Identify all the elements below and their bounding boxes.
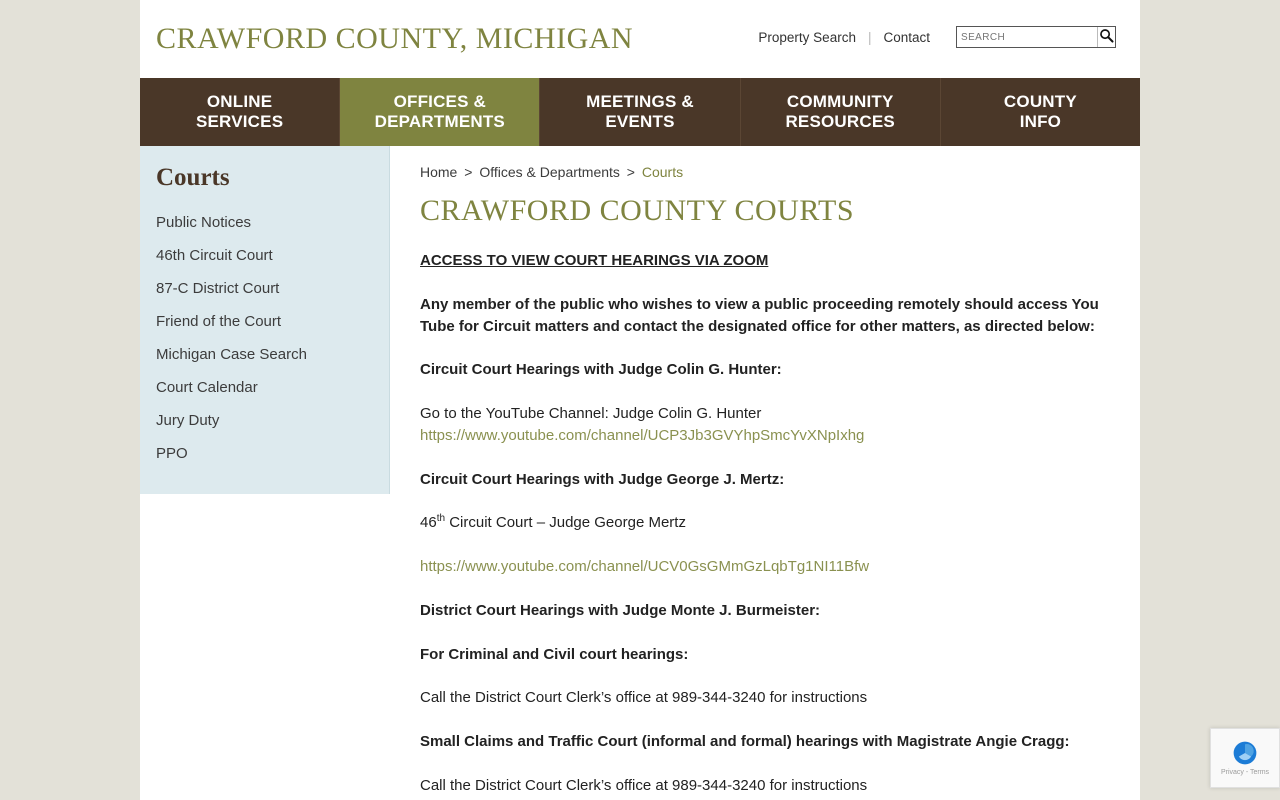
nav-item-county-info[interactable]: [941, 78, 1140, 146]
nav-item-meetings-events[interactable]: [540, 78, 740, 146]
content-wrapper: [140, 146, 1140, 800]
sidebar-item-87c-district-court[interactable]: 87-C District Court: [156, 280, 280, 297]
intro-heading: ACCESS TO VIEW COURT HEARINGS VIA ZOOM: [420, 252, 769, 269]
utility-divider: |: [867, 29, 872, 45]
mertz-link-block: [420, 556, 1110, 578]
nav-item-community-resources[interactable]: [741, 78, 941, 146]
nav-item-online-services[interactable]: [140, 78, 340, 146]
sidebar-heading: Courts: [156, 164, 230, 191]
mertz-text-sup: th: [436, 513, 446, 525]
sidebar-menu: [140, 206, 389, 470]
list-item: [140, 305, 389, 338]
sidebar: [140, 146, 390, 494]
nav-label-line1: OFFICES &: [393, 91, 487, 111]
list-item: [140, 338, 389, 371]
list-item: [140, 371, 389, 404]
site-container: [140, 0, 1140, 800]
list-item: [140, 206, 389, 239]
nav-label-line2: SERVICES: [195, 112, 284, 131]
nav-label-line2: EVENTS: [605, 112, 675, 131]
main-content: [390, 146, 1140, 800]
criminal-civil-heading: For Criminal and Civil court hearings:: [420, 645, 689, 663]
mertz-text: [420, 512, 1110, 534]
search-box[interactable]: [956, 26, 1116, 48]
nav-label-line2: INFO: [1019, 112, 1062, 131]
site-header: [140, 0, 1140, 78]
main-navigation: [140, 78, 1140, 146]
utility-link-contact[interactable]: Contact: [883, 29, 930, 45]
sidebar-item-ppo[interactable]: PPO: [156, 445, 188, 462]
nav-label-line1: ONLINE: [206, 91, 273, 111]
breadcrumb-separator: >: [626, 164, 635, 180]
mertz-youtube-link[interactable]: https://www.youtube.com/channel/UCV0GsGMmGzLqbTg1NI11Bfw: [420, 558, 870, 575]
recaptcha-terms: Terms: [1250, 768, 1270, 776]
breadcrumb: [420, 164, 1114, 180]
recaptcha-text: [1221, 769, 1269, 777]
list-item: [140, 437, 389, 470]
list-item: [140, 404, 389, 437]
hunter-text: Go to the YouTube Channel: Judge Colin G. Hunter: [420, 405, 762, 422]
list-item: [140, 272, 389, 305]
nav-label-line2: RESOURCES: [785, 112, 895, 131]
search-icon: [1099, 28, 1114, 46]
intro-paragraph: Any member of the public who wishes to view a public proceeding remotely should access You Tube for Circuit matters and contact the designated office for other matters, as directed below:: [420, 295, 1099, 335]
sidebar-item-public-notices[interactable]: Public Notices: [156, 214, 252, 231]
recaptcha-icon: [1231, 739, 1259, 767]
utility-nav: [746, 26, 1116, 48]
breadcrumb-offices-departments[interactable]: Offices & Departments: [479, 164, 620, 180]
small-claims-heading: Small Claims and Traffic Court (informal and formal) hearings with Magistrate Angie Cragg:: [420, 733, 1070, 750]
recaptcha-sep: -: [1243, 768, 1250, 776]
search-button[interactable]: [1097, 27, 1115, 47]
sidebar-item-jury-duty[interactable]: Jury Duty: [156, 412, 220, 429]
mertz-text-post: Circuit Court – Judge George Mertz: [445, 514, 686, 532]
recaptcha-badge[interactable]: [1210, 728, 1280, 788]
hunter-block: [420, 403, 1110, 447]
hunter-youtube-link[interactable]: https://www.youtube.com/channel/UCP3Jb3GVYhpSmcYvXNpIxhg: [420, 426, 865, 444]
breadcrumb-separator: >: [464, 164, 473, 180]
utility-link-property-search[interactable]: Property Search: [758, 29, 856, 45]
burmeister-heading: District Court Hearings with Judge Monte J. Burmeister:: [420, 601, 821, 619]
hunter-heading: Circuit Court Hearings with Judge Colin G. Hunter:: [420, 361, 782, 379]
search-input[interactable]: [957, 27, 1097, 47]
breadcrumb-home[interactable]: Home: [420, 164, 458, 180]
criminal-civil-text: Call the District Court Clerk’s office at 989-344-3240 for instructions: [420, 689, 868, 707]
nav-label-line1: COMMUNITY: [786, 91, 894, 111]
breadcrumb-current: Courts: [641, 164, 684, 180]
site-title: CRAWFORD COUNTY, MICHIGAN: [156, 22, 634, 55]
nav-label-line2: DEPARTMENTS: [374, 112, 505, 131]
mertz-heading: Circuit Court Hearings with Judge George J. Mertz:: [420, 470, 785, 488]
recaptcha-privacy: Privacy: [1220, 768, 1244, 776]
sidebar-item-michigan-case-search[interactable]: Michigan Case Search: [156, 346, 307, 363]
mertz-text-pre: 46: [420, 514, 437, 532]
page-title: CRAWFORD COUNTY COURTS: [420, 194, 855, 227]
list-item: [140, 239, 389, 272]
sidebar-item-friend-of-the-court[interactable]: Friend of the Court: [156, 313, 282, 330]
nav-item-offices-departments[interactable]: [340, 78, 540, 146]
sidebar-item-court-calendar[interactable]: Court Calendar: [156, 379, 258, 396]
sidebar-item-46th-circuit-court[interactable]: 46th Circuit Court: [156, 247, 273, 264]
small-claims-text: Call the District Court Clerk’s office at 989-344-3240 for instructions: [420, 776, 868, 794]
nav-label-line1: COUNTY: [1003, 91, 1077, 111]
nav-label-line1: MEETINGS &: [586, 91, 694, 111]
